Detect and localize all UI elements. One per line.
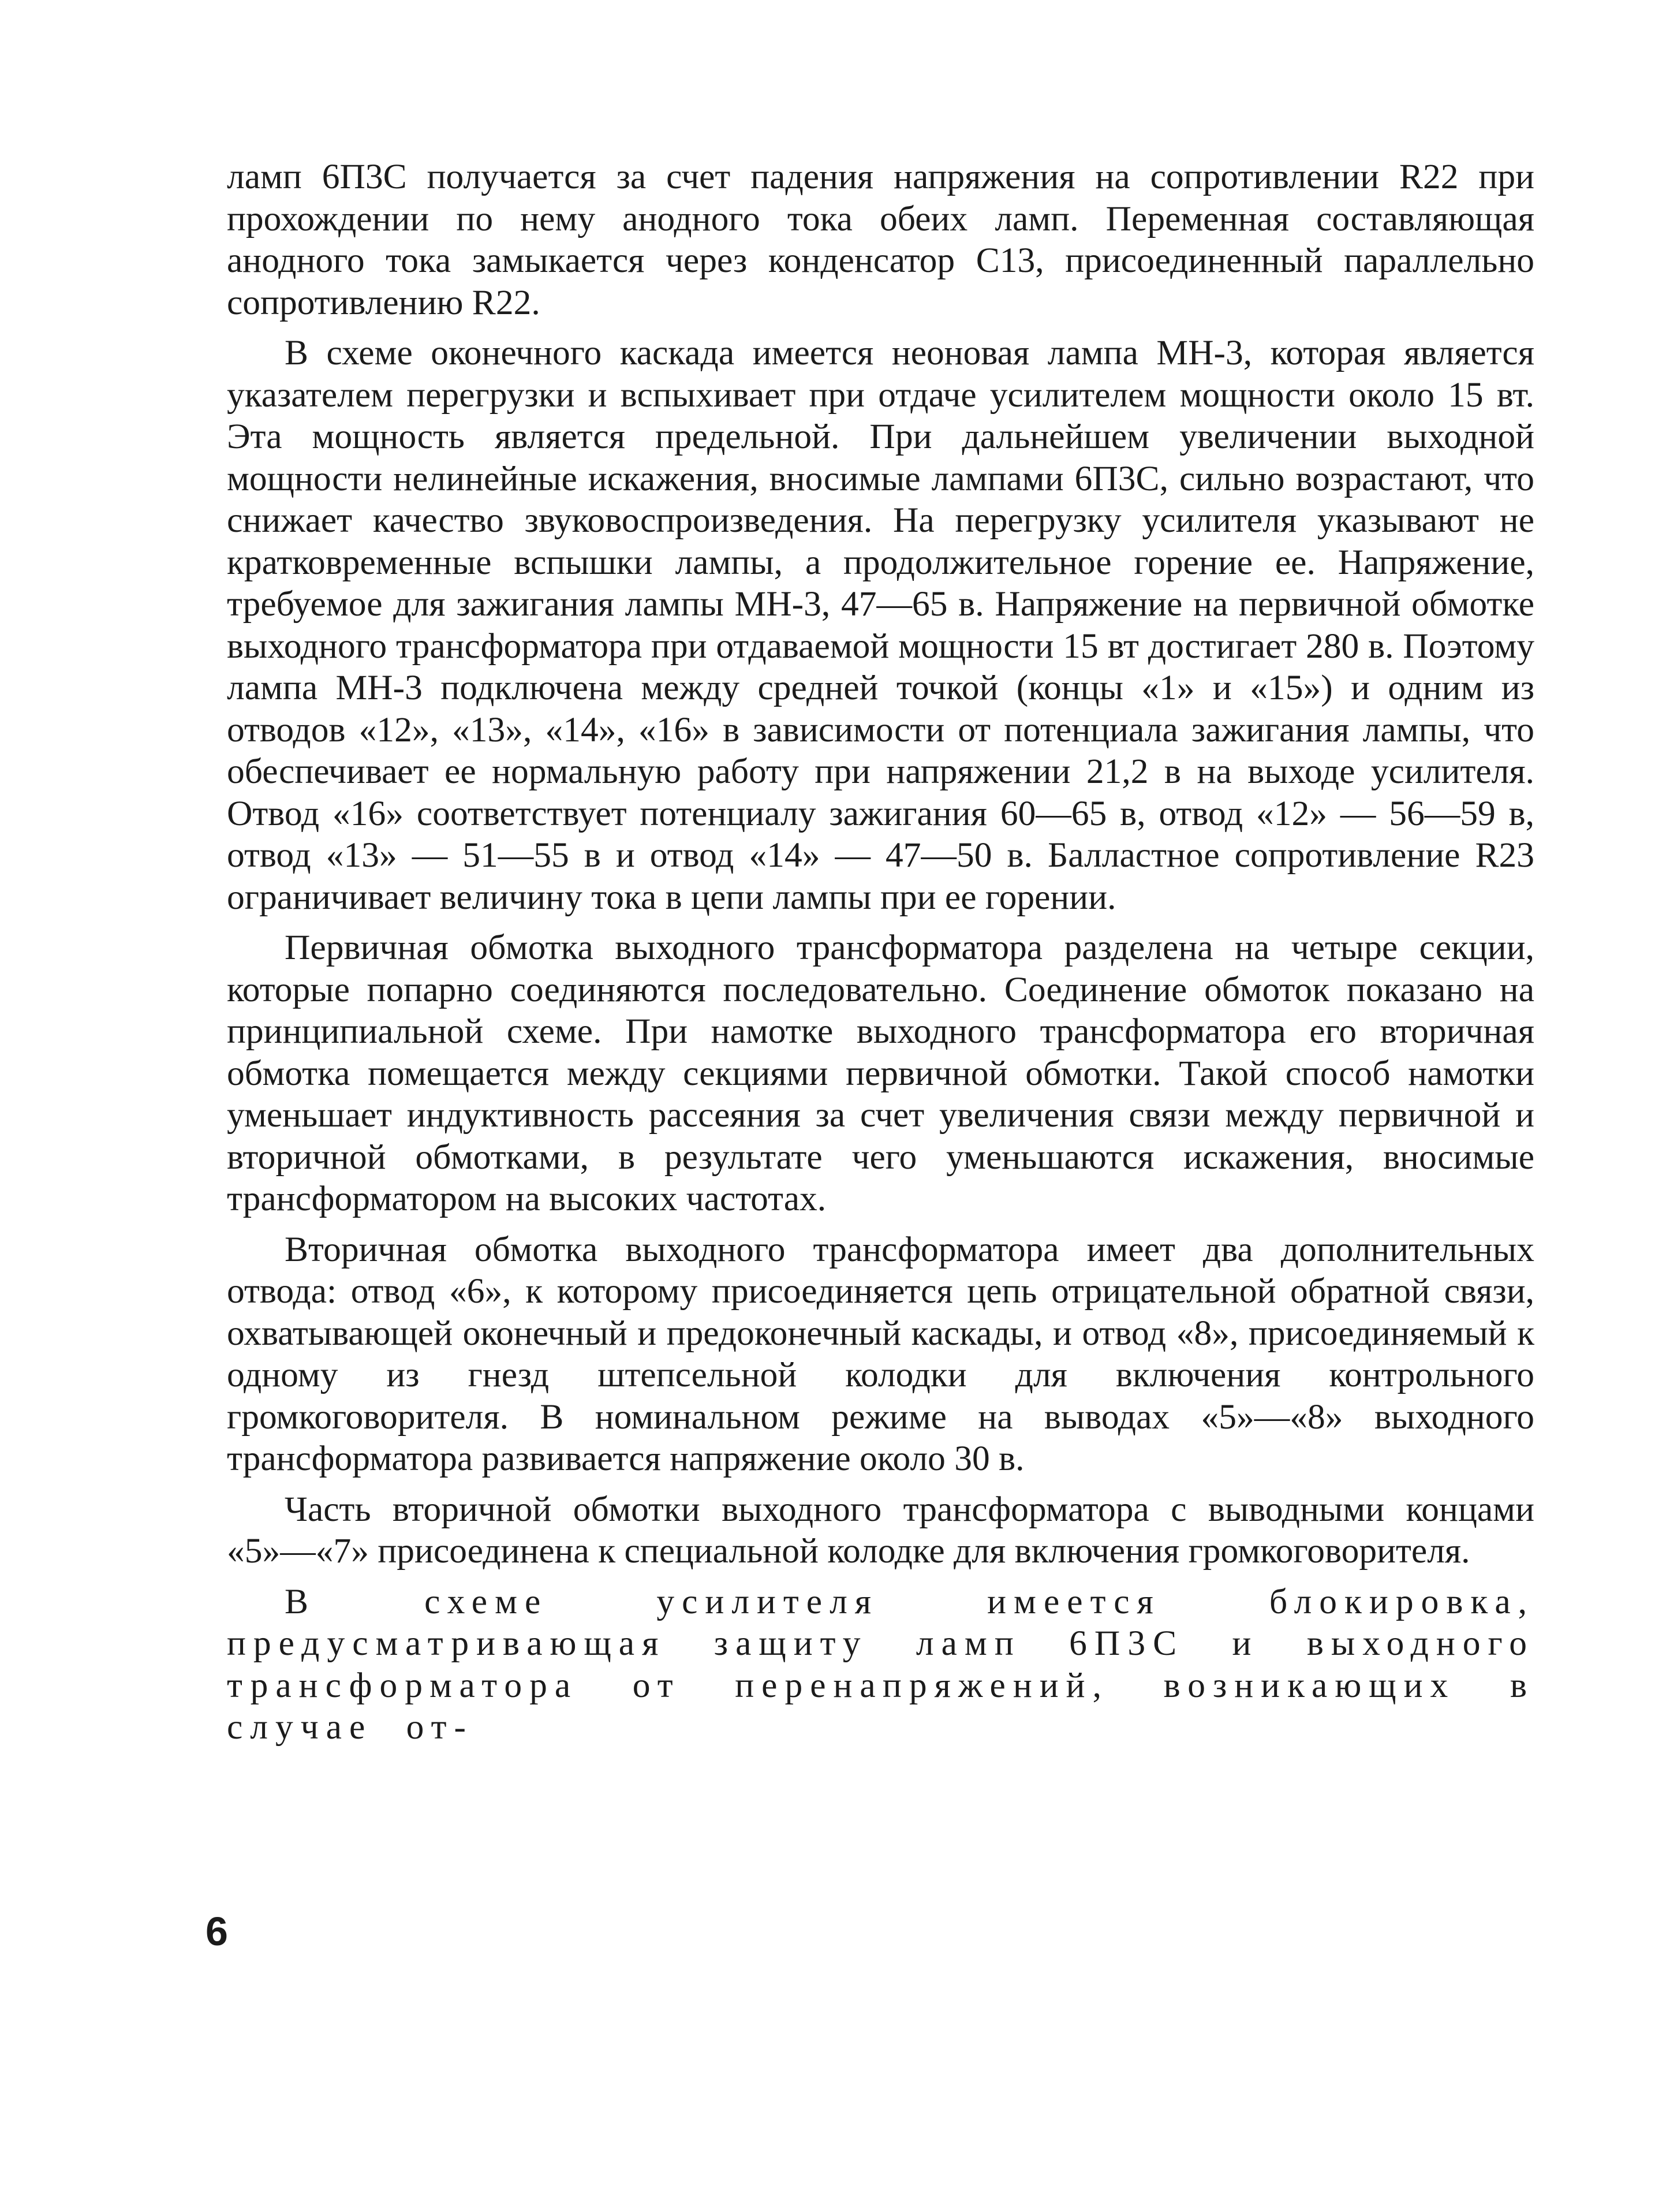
paragraph-6: В схеме усилителя имеется блокировка, предусматривающая защиту ламп 6П3С и выходного трансформатора от перенапряжений, возникающих в случае от- [227, 1581, 1534, 1747]
paragraph-3: Первичная обмотка выходного трансформатора разделена на четыре секции, которые попарно соединяются последовательно. Соединение обмоток показано на принципиальной схеме. При намотке выходного трансформатора его вторичная обмотка помещается между секциями первичной обмотки. Такой способ намотки уменьшает индуктивность рассеяния за счет увеличения связи между первичной и вторичной обмотками, в результате чего уменьшаются искажения, вносимые трансформатором на высоких частотах. [227, 928, 1534, 1218]
paragraph-5: Часть вторичной обмотки выходного трансформатора с выводными концами «5»—«7» присоединена к специальной колодке для включения громкоговорителя. [227, 1489, 1534, 1571]
page-number: 6 [206, 1909, 228, 1954]
paragraph-4: Вторичная обмотка выходного трансформатора имеет два дополнительных отвода: отвод «6», к которому присоединяется цепь отрицательной обратной связи, охватывающей оконечный и предоконечный каскады, и отвод «8», присоединяемый к одному из гнезд штепсельной колодки для включения контрольного громкоговорителя. В номинальном режиме на выводах «5»—«8» выходного трансформатора развивается напряжение около 30 в. [227, 1229, 1534, 1478]
paragraph-1: ламп 6П3С получается за счет падения напряжения на сопротивлении R22 при прохождении по нему анодного тока обеих ламп. Переменная составляющая анодного тока замыкается через конденсатор C13, присоединенный параллельно сопротивлению R22. [227, 157, 1534, 322]
paragraph-2: В схеме оконечного каскада имеется неоновая лампа МН-3, которая является указателем перегрузки и вспыхивает при отдаче усилителем мощности около 15 вт. Эта мощность является предельной. При дальнейшем увеличении выходной мощности нелинейные искажения, вносимые лампами 6П3С, сильно возрастают, что снижает качество звуковоспроизведения. На перегрузку усилителя указывают не кратковременные вспышки лампы, а продолжительное горение ее. Напряжение, требуемое для зажигания лампы МН-3, 47—65 в. Напряжение на первичной обмотке выходного трансформатора при отдаваемой мощности 15 вт достигает 280 в. Поэтому лампа МН-3 подключена между средней точкой (концы «1» и «15») и одним из отводов «12», «13», «14», «16» в зависимости от потенциала зажигания лампы, что обеспечивает ее нормальную работу при напряжении 21,2 в на выходе усилителя. Отвод «16» соответствует потенциалу зажигания 60—65 в, отвод «12» — 56—59 в, отвод «13» — 51—55 в и отвод «14» — 47—50 в. Балластное сопротивление R23 ограничивает величину тока в цепи лампы при ее горении. [227, 333, 1534, 917]
page-body [227, 156, 1534, 1748]
